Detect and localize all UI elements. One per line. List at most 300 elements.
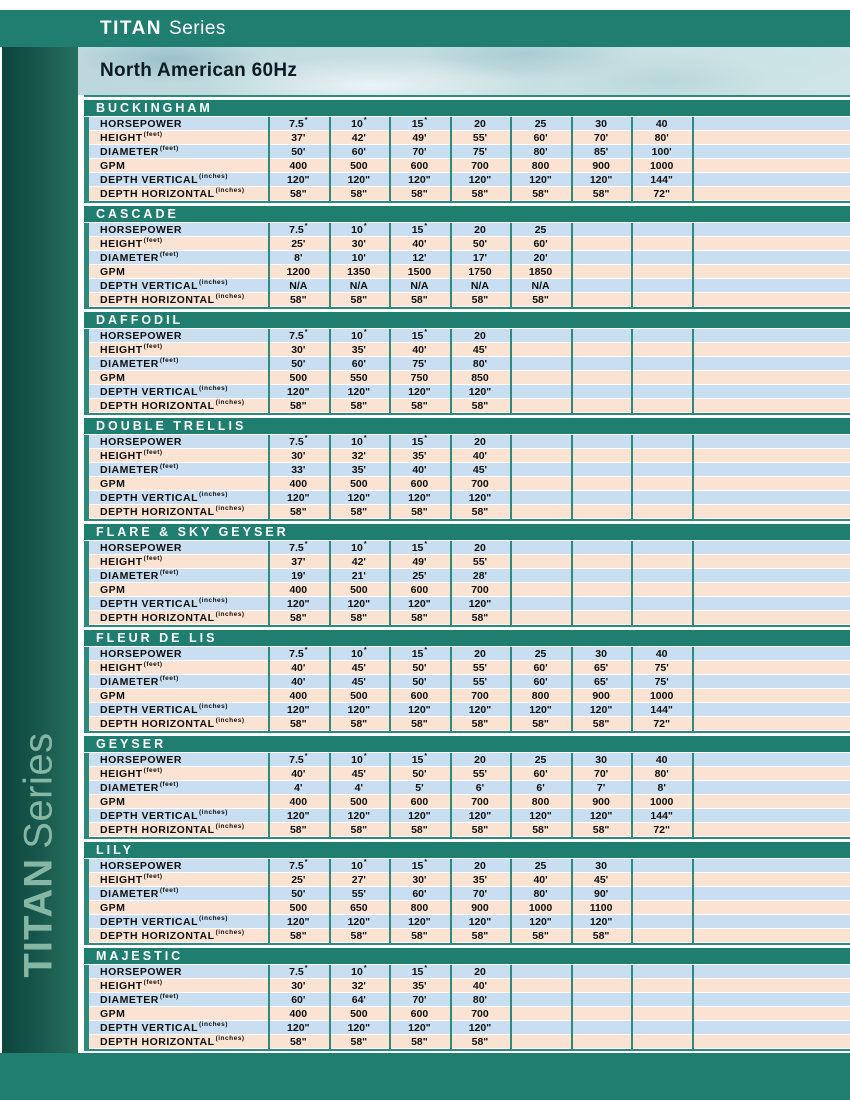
value-cell: 25 bbox=[534, 753, 547, 766]
value-cell: 75' bbox=[654, 675, 669, 688]
value-cell: 58" bbox=[411, 929, 428, 942]
table-row bbox=[89, 371, 850, 385]
row-label: DEPTH HORIZONTAL $^{(inches)}$ bbox=[100, 399, 245, 412]
value-cell: 550 bbox=[350, 371, 368, 384]
asterisk-note-mark: * bbox=[424, 753, 428, 760]
value-cell: 700 bbox=[471, 1007, 489, 1020]
column-divider bbox=[268, 753, 270, 837]
row-label: HEIGHT $^{(feet)}$ bbox=[100, 767, 163, 780]
value-cell: 58" bbox=[471, 717, 489, 730]
value-cell bbox=[631, 385, 692, 398]
value-cell bbox=[631, 873, 692, 886]
value-cell bbox=[510, 1007, 571, 1020]
row-label: DEPTH VERTICAL $^{(inches)}$ bbox=[100, 1021, 228, 1034]
row-label: HORSEPOWER bbox=[100, 647, 183, 660]
value-cell: 120" bbox=[468, 809, 492, 822]
value-cell: 120" bbox=[408, 915, 431, 928]
value-cell: 35' bbox=[472, 873, 488, 886]
section-body bbox=[84, 223, 850, 309]
value-cell bbox=[510, 477, 571, 490]
value-cell: 58" bbox=[289, 611, 307, 624]
table-row bbox=[89, 117, 850, 131]
value-cell: 800 bbox=[410, 901, 429, 914]
value-cell: 10 * bbox=[351, 435, 367, 448]
empty-tail-cell bbox=[692, 371, 850, 384]
value-cell: 800 bbox=[531, 159, 550, 172]
column-divider bbox=[389, 859, 391, 943]
value-cell: 49' bbox=[412, 131, 427, 144]
empty-tail-cell bbox=[692, 661, 850, 674]
table-row bbox=[89, 555, 850, 569]
value-cell: 600 bbox=[410, 583, 429, 596]
table-row bbox=[89, 569, 850, 583]
table-row bbox=[89, 251, 850, 265]
section-header-double-trellis bbox=[84, 418, 850, 435]
value-cell: N/A bbox=[289, 279, 308, 292]
value-cell: 1000 bbox=[649, 795, 674, 808]
value-cell: 7.5 * bbox=[289, 753, 308, 766]
section-body bbox=[84, 541, 850, 627]
column-divider bbox=[450, 965, 452, 1049]
value-cell: 80' bbox=[654, 767, 669, 780]
value-cell bbox=[571, 597, 632, 610]
value-cell: 650 bbox=[350, 901, 368, 914]
value-cell bbox=[571, 449, 632, 462]
value-cell: 120" bbox=[468, 915, 492, 928]
asterisk-note-mark: * bbox=[424, 541, 428, 548]
row-label: HEIGHT $^{(feet)}$ bbox=[100, 555, 163, 568]
value-cell: 30' bbox=[291, 979, 306, 992]
value-cell: 400 bbox=[289, 1007, 308, 1020]
column-divider bbox=[268, 647, 270, 731]
empty-tail-cell bbox=[692, 449, 850, 462]
row-label: HEIGHT $^{(feet)}$ bbox=[100, 449, 163, 462]
value-cell: 120" bbox=[529, 173, 552, 186]
value-cell: 45' bbox=[351, 767, 366, 780]
row-label: DIAMETER $^{(feet)}$ bbox=[100, 251, 179, 264]
row-label-unit: (inches) bbox=[215, 293, 245, 300]
value-cell: 144" bbox=[650, 173, 673, 186]
subtitle-band bbox=[78, 47, 850, 95]
table-section-majestic bbox=[84, 948, 850, 1051]
value-cell: 25' bbox=[291, 873, 306, 886]
value-cell: 120" bbox=[287, 491, 310, 504]
asterisk-note-mark: * bbox=[424, 223, 428, 230]
table-row bbox=[89, 223, 850, 237]
value-cell: 58" bbox=[350, 187, 368, 200]
value-cell: 20 bbox=[474, 435, 486, 448]
empty-tail-cell bbox=[692, 399, 850, 412]
page-subtitle: North American 60Hz bbox=[100, 60, 298, 81]
value-cell bbox=[571, 279, 632, 292]
value-cell: 7.5 * bbox=[289, 859, 308, 872]
value-cell: 4' bbox=[354, 781, 364, 794]
value-cell: 120" bbox=[347, 915, 371, 928]
value-cell: 58" bbox=[471, 293, 489, 306]
value-cell: 58" bbox=[350, 505, 368, 518]
empty-tail-cell bbox=[692, 1007, 850, 1020]
column-divider bbox=[329, 859, 331, 943]
table-row bbox=[89, 329, 850, 343]
value-cell bbox=[510, 491, 571, 504]
row-label-unit: (inches) bbox=[199, 279, 228, 286]
row-label-unit: (inches) bbox=[199, 703, 228, 710]
row-label: HEIGHT $^{(feet)}$ bbox=[100, 873, 163, 886]
value-cell: 58" bbox=[532, 187, 549, 200]
empty-tail-cell bbox=[692, 279, 850, 292]
table-section-lily bbox=[84, 842, 850, 945]
row-label: DEPTH HORIZONTAL $^{(inches)}$ bbox=[100, 505, 245, 518]
value-cell: 120" bbox=[287, 809, 310, 822]
row-label: DIAMETER $^{(feet)}$ bbox=[100, 675, 179, 688]
value-cell: 120" bbox=[347, 809, 371, 822]
value-cell bbox=[631, 583, 692, 596]
table-section-flare-sky-geyser bbox=[84, 524, 850, 627]
value-cell: 600 bbox=[410, 159, 429, 172]
row-label: HORSEPOWER bbox=[100, 541, 183, 554]
row-label-unit: (inches) bbox=[215, 505, 245, 512]
value-cell: 120" bbox=[408, 385, 431, 398]
value-cell: 120" bbox=[287, 173, 310, 186]
value-cell: 58" bbox=[411, 399, 428, 412]
value-cell: 60' bbox=[533, 131, 548, 144]
value-cell bbox=[571, 343, 632, 356]
value-cell bbox=[631, 1021, 692, 1034]
section-title: BUCKINGHAM bbox=[96, 101, 213, 115]
table-row bbox=[89, 1035, 850, 1049]
section-header-lily bbox=[84, 842, 850, 859]
value-cell: 600 bbox=[410, 795, 429, 808]
table-row bbox=[89, 491, 850, 505]
section-header-daffodil bbox=[84, 312, 850, 329]
table-row bbox=[89, 293, 850, 307]
empty-tail-cell bbox=[692, 237, 850, 250]
value-cell bbox=[571, 251, 632, 264]
column-divider bbox=[571, 329, 573, 413]
value-cell: N/A bbox=[349, 279, 368, 292]
value-cell: 800 bbox=[531, 689, 550, 702]
value-cell bbox=[631, 993, 692, 1006]
value-cell: 60' bbox=[351, 145, 366, 158]
value-cell: 850 bbox=[471, 371, 489, 384]
row-label: HEIGHT $^{(feet)}$ bbox=[100, 343, 163, 356]
empty-tail-cell bbox=[692, 145, 850, 158]
row-label-unit: (inches) bbox=[215, 611, 245, 618]
value-cell: 120" bbox=[468, 597, 492, 610]
value-cell: 120" bbox=[529, 809, 552, 822]
value-cell: 37' bbox=[291, 555, 306, 568]
row-label: DEPTH HORIZONTAL $^{(inches)}$ bbox=[100, 823, 245, 836]
row-label: HORSEPOWER bbox=[100, 435, 183, 448]
table-row bbox=[89, 385, 850, 399]
row-label-unit: (feet) bbox=[143, 237, 163, 244]
column-divider bbox=[268, 329, 270, 413]
value-cell: 60' bbox=[291, 993, 306, 1006]
value-cell bbox=[631, 265, 692, 278]
value-cell: 15 * bbox=[411, 647, 428, 660]
empty-tail-cell bbox=[692, 505, 850, 518]
value-cell: 120" bbox=[347, 385, 371, 398]
empty-tail-cell bbox=[692, 929, 850, 942]
value-cell: 500 bbox=[350, 583, 368, 596]
value-cell bbox=[571, 385, 632, 398]
brand-title-light: Series bbox=[169, 17, 226, 39]
value-cell: 500 bbox=[350, 159, 368, 172]
value-cell: 900 bbox=[592, 689, 610, 702]
value-cell: 55' bbox=[472, 131, 488, 144]
empty-tail-cell bbox=[692, 343, 850, 356]
section-title: FLEUR DE LIS bbox=[96, 631, 218, 645]
value-cell bbox=[631, 435, 692, 448]
value-cell: 120" bbox=[408, 491, 431, 504]
value-cell bbox=[510, 611, 571, 624]
table-row bbox=[89, 477, 850, 491]
column-divider bbox=[692, 223, 694, 307]
value-cell bbox=[571, 223, 632, 236]
row-label-unit: (feet) bbox=[143, 343, 163, 350]
value-cell bbox=[510, 435, 571, 448]
value-cell: 10 * bbox=[351, 647, 367, 660]
value-cell: 15 * bbox=[411, 435, 428, 448]
value-cell: 700 bbox=[471, 159, 489, 172]
empty-tail-cell bbox=[692, 767, 850, 780]
column-divider bbox=[329, 435, 331, 519]
value-cell: 120" bbox=[287, 915, 310, 928]
value-cell: 25 bbox=[534, 859, 547, 872]
row-label: DEPTH VERTICAL $^{(inches)}$ bbox=[100, 703, 228, 716]
value-cell bbox=[510, 583, 571, 596]
value-cell: 58" bbox=[289, 399, 307, 412]
table-row bbox=[89, 795, 850, 809]
empty-tail-cell bbox=[692, 809, 850, 822]
value-cell: 7' bbox=[596, 781, 606, 794]
column-divider bbox=[268, 435, 270, 519]
asterisk-note-mark: * bbox=[363, 435, 367, 442]
value-cell: 58" bbox=[411, 611, 428, 624]
value-cell: 33' bbox=[291, 463, 306, 476]
value-cell: 58" bbox=[289, 823, 307, 836]
asterisk-note-mark: * bbox=[363, 965, 367, 972]
value-cell: 120" bbox=[468, 1021, 492, 1034]
column-divider bbox=[450, 753, 452, 837]
asterisk-note-mark: * bbox=[363, 329, 367, 336]
value-cell: 1000 bbox=[649, 689, 674, 702]
column-divider bbox=[510, 223, 512, 307]
value-cell: 58" bbox=[471, 1035, 489, 1048]
row-label-unit: (inches) bbox=[199, 809, 228, 816]
value-cell: 45' bbox=[351, 661, 366, 674]
column-divider bbox=[329, 965, 331, 1049]
row-label: DEPTH HORIZONTAL $^{(inches)}$ bbox=[100, 929, 245, 942]
value-cell bbox=[571, 569, 632, 582]
value-cell bbox=[631, 915, 692, 928]
column-divider bbox=[571, 435, 573, 519]
value-cell: 58" bbox=[350, 1035, 368, 1048]
value-cell: 120" bbox=[468, 173, 492, 186]
column-divider bbox=[571, 541, 573, 625]
value-cell: 40 bbox=[655, 647, 668, 660]
value-cell: 20 bbox=[474, 647, 486, 660]
section-body bbox=[84, 647, 850, 733]
value-cell: 50' bbox=[291, 357, 306, 370]
section-title: CASCADE bbox=[96, 207, 179, 221]
value-cell: 10 * bbox=[351, 859, 367, 872]
column-divider bbox=[631, 541, 633, 625]
value-cell: 10 * bbox=[351, 541, 367, 554]
value-cell: 72" bbox=[653, 187, 670, 200]
value-cell: 58" bbox=[411, 505, 428, 518]
value-cell: 35' bbox=[351, 343, 366, 356]
value-cell: 1000 bbox=[649, 159, 674, 172]
section-title: MAJESTIC bbox=[96, 949, 184, 963]
value-cell: 58" bbox=[350, 293, 368, 306]
column-divider bbox=[631, 223, 633, 307]
table-row bbox=[89, 929, 850, 943]
row-label: GPM bbox=[100, 265, 126, 278]
row-label: DEPTH VERTICAL $^{(inches)}$ bbox=[100, 173, 228, 186]
value-cell: 10' bbox=[351, 251, 366, 264]
value-cell: 600 bbox=[410, 689, 429, 702]
value-cell: 40' bbox=[472, 979, 488, 992]
value-cell: 55' bbox=[472, 661, 488, 674]
value-cell bbox=[631, 293, 692, 306]
column-divider bbox=[571, 965, 573, 1049]
column-divider bbox=[692, 965, 694, 1049]
row-label-unit: (feet) bbox=[159, 993, 179, 1000]
value-cell bbox=[510, 965, 571, 978]
empty-tail-cell bbox=[692, 611, 850, 624]
row-label-unit: (inches) bbox=[199, 1021, 228, 1028]
table-row bbox=[89, 753, 850, 767]
value-cell: 30' bbox=[412, 873, 427, 886]
row-label: GPM bbox=[100, 477, 126, 490]
asterisk-note-mark: * bbox=[304, 753, 308, 760]
asterisk-note-mark: * bbox=[304, 859, 308, 866]
empty-tail-cell bbox=[692, 329, 850, 342]
value-cell: 64' bbox=[351, 993, 366, 1006]
table-row bbox=[89, 703, 850, 717]
value-cell: 40' bbox=[412, 237, 427, 250]
table-row bbox=[89, 597, 850, 611]
table-row bbox=[89, 173, 850, 187]
value-cell: 58" bbox=[471, 929, 489, 942]
value-cell: 40 bbox=[655, 117, 668, 130]
value-cell: 25 bbox=[534, 647, 547, 660]
value-cell bbox=[510, 449, 571, 462]
value-cell: 7.5 * bbox=[289, 329, 308, 342]
value-cell bbox=[510, 343, 571, 356]
section-header-majestic bbox=[84, 948, 850, 965]
value-cell: 120" bbox=[347, 703, 371, 716]
asterisk-note-mark: * bbox=[363, 541, 367, 548]
value-cell: 72" bbox=[653, 717, 670, 730]
value-cell bbox=[631, 343, 692, 356]
empty-tail-cell bbox=[692, 859, 850, 872]
section-title: DAFFODIL bbox=[96, 313, 184, 327]
row-label-unit: (inches) bbox=[215, 717, 245, 724]
value-cell: 55' bbox=[351, 887, 366, 900]
value-cell: 17' bbox=[472, 251, 488, 264]
value-cell bbox=[631, 505, 692, 518]
value-cell: 65' bbox=[594, 661, 609, 674]
column-divider bbox=[268, 223, 270, 307]
asterisk-note-mark: * bbox=[304, 647, 308, 654]
column-divider bbox=[329, 753, 331, 837]
value-cell: 10 * bbox=[351, 753, 367, 766]
empty-tail-cell bbox=[692, 251, 850, 264]
value-cell: 15 * bbox=[411, 117, 428, 130]
value-cell: 60' bbox=[533, 661, 548, 674]
row-label-unit: (inches) bbox=[215, 1035, 245, 1042]
empty-tail-cell bbox=[692, 385, 850, 398]
row-label: HEIGHT $^{(feet)}$ bbox=[100, 131, 163, 144]
value-cell bbox=[631, 965, 692, 978]
column-divider bbox=[571, 859, 573, 943]
table-section-double-trellis bbox=[84, 418, 850, 521]
asterisk-note-mark: * bbox=[424, 965, 428, 972]
section-body bbox=[84, 435, 850, 521]
empty-tail-cell bbox=[692, 979, 850, 992]
row-label-unit: (feet) bbox=[143, 979, 163, 986]
asterisk-note-mark: * bbox=[363, 117, 367, 124]
value-cell: 35' bbox=[351, 463, 366, 476]
value-cell: 58" bbox=[289, 187, 307, 200]
value-cell: 58" bbox=[471, 505, 489, 518]
value-cell: 65' bbox=[594, 675, 609, 688]
table-row bbox=[89, 859, 850, 873]
value-cell: 10 * bbox=[351, 965, 367, 978]
row-label-unit: (feet) bbox=[143, 661, 163, 668]
value-cell bbox=[631, 371, 692, 384]
value-cell bbox=[631, 1007, 692, 1020]
value-cell: 120" bbox=[347, 173, 371, 186]
value-cell bbox=[631, 399, 692, 412]
column-divider bbox=[268, 859, 270, 943]
value-cell: 25 bbox=[534, 223, 547, 236]
section-body bbox=[84, 859, 850, 945]
asterisk-note-mark: * bbox=[363, 223, 367, 230]
column-divider bbox=[389, 647, 391, 731]
value-cell: 700 bbox=[471, 795, 489, 808]
value-cell: 35' bbox=[412, 449, 427, 462]
value-cell: 1200 bbox=[286, 265, 310, 278]
asterisk-note-mark: * bbox=[363, 753, 367, 760]
empty-tail-cell bbox=[692, 753, 850, 766]
column-divider bbox=[389, 117, 391, 201]
value-cell: 75' bbox=[412, 357, 427, 370]
value-cell bbox=[631, 329, 692, 342]
column-divider bbox=[510, 753, 512, 837]
sidebar-title-bold: TITAN bbox=[16, 857, 61, 978]
column-divider bbox=[692, 435, 694, 519]
value-cell: 80' bbox=[654, 131, 669, 144]
value-cell: 120" bbox=[287, 385, 310, 398]
empty-tail-cell bbox=[692, 569, 850, 582]
table-row bbox=[89, 463, 850, 477]
row-label: DEPTH HORIZONTAL $^{(inches)}$ bbox=[100, 1035, 245, 1048]
value-cell: 10 * bbox=[351, 117, 367, 130]
value-cell bbox=[631, 541, 692, 554]
column-divider bbox=[510, 435, 512, 519]
row-label: DIAMETER $^{(feet)}$ bbox=[100, 993, 179, 1006]
value-cell bbox=[510, 597, 571, 610]
value-cell: 120" bbox=[408, 809, 431, 822]
asterisk-note-mark: * bbox=[304, 541, 308, 548]
asterisk-note-mark: * bbox=[304, 965, 308, 972]
asterisk-note-mark: * bbox=[363, 647, 367, 654]
value-cell: 58" bbox=[532, 823, 549, 836]
column-divider bbox=[692, 859, 694, 943]
